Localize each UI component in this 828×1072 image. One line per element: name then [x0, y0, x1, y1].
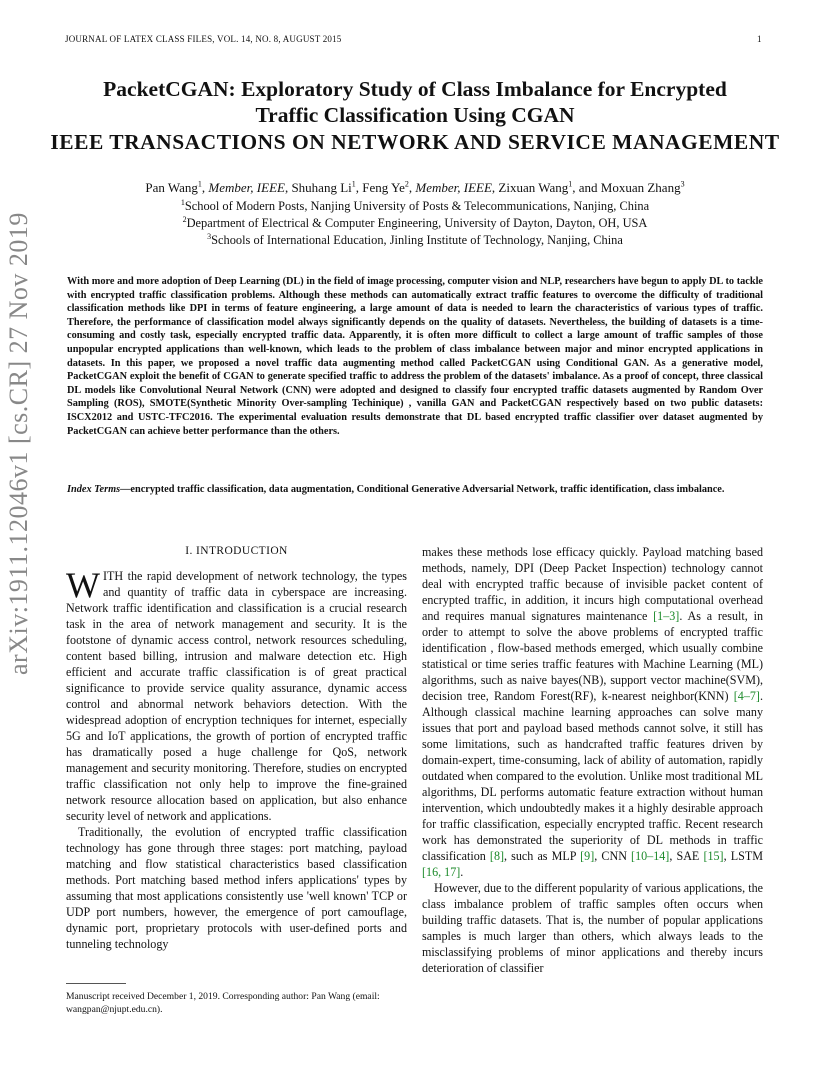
author-sup: 1 [197, 179, 202, 189]
footnote-rule [66, 983, 126, 984]
affiliation-2 [40, 216, 790, 231]
author-sup: 1 [568, 179, 573, 189]
running-head: JOURNAL OF LATEX CLASS FILES, VOL. 14, NO. 8, AUGUST 2015 [65, 34, 342, 44]
paragraph-text: , LSTM [723, 849, 763, 863]
intro-paragraph-1 [66, 565, 407, 824]
left-column [66, 565, 407, 952]
author-sup: 3 [680, 179, 685, 189]
author-list: Pan Wang$^1$, Member, IEEE, Shuhang Li$^1$, Feng Ye$^2$, Member, IEEE, Zixuan Wang$^1$, and Moxuan Zhang$^3$ [145, 179, 685, 195]
intro-paragraph-2: Traditionally, the evolution of encrypted traffic classification technology has gone through three stages: port matching, payload matching and flow statistical characteristics based classification methods. Port matching based method infers applications' types by assuming that most applications consistently use 'well known' TCP or UDP port numbers, however, the emergence of port camouflage, dynamic port, proprietary protocols with user-defined ports and tunneling technology [66, 825, 407, 951]
paragraph-text: ITH the rapid development of network technology, the types and quantity of traffic data in cyberspace are increasing. Network traffic identification and classification is a crucial research task in the area of network management and security. It is the footstone of dynamic access control, network resources scheduling, content based billing, intrusion and malware detection etc. High efficient and accurate traffic classification is of great practical significance to provide service quality assurance, dynamic access control and abnormal network behaviors detection. With the widespread adoption of encryption techniques for internet, especially 5G and IoT applications, the growth of portion of encrypted traffic has dramatically posed a huge challenge for QoS, network management and security monitoring. Therefore, studies on encrypted traffic classification not only help to improve the fine-grained network resource allocation based on application, but also enhance security level of network and applications. [66, 569, 407, 823]
author-name: Pan Wang [145, 180, 198, 195]
paper-title [40, 76, 790, 128]
paragraph-text: , such as MLP [504, 849, 581, 863]
arxiv-sidebar-stamp: arXiv:1911.12046v1 [cs.CR] 27 Nov 2019 [4, 212, 33, 675]
citation-link[interactable]: [9] [580, 849, 595, 863]
author-name: Shuhang Li [291, 180, 352, 195]
citation-link[interactable]: [4–7] [733, 689, 760, 703]
author-name: and Moxuan Zhang [578, 180, 681, 195]
citation-link[interactable]: [8] [489, 849, 505, 863]
paragraph-text: makes these methods lose efficacy quickly. Payload matching based methods, namely, DPI (Deep Packet Inspection) technology cannot deal with encrypted traffic because of invisible packet content of encrypted traffic, in addition, it incurs high computational overhead and requires manual signatures maintenance [422, 545, 763, 623]
footnote: Manuscript received December 1, 2019. Corresponding author: Pan Wang (email: wangpan@njupt.edu.cn). [66, 991, 380, 1015]
author-role: Member, IEEE [208, 180, 285, 195]
right-column [422, 544, 763, 976]
author-sup: 1 [351, 179, 356, 189]
title-line-2: Traffic Classification Using CGAN [255, 103, 575, 127]
index-terms-label: Index Terms [67, 484, 121, 495]
intro-paragraph-4: However, due to the different popularity of various applications, the class imbalance problem of traffic samples often occurs when building traffic datasets. That is, the number of popular applications samples is much larger than others, which always leads to the misclassifying problems of minor applications and thereby incurs deterioration of classifier [422, 881, 763, 975]
affiliation-sup: 1 [180, 197, 185, 207]
citation-link[interactable]: [16, 17] [422, 865, 461, 879]
author-role: Member, IEEE [415, 180, 492, 195]
author-name: Zixuan Wang [498, 180, 569, 195]
paragraph-text: , CNN [594, 849, 632, 863]
paragraph-text: . Although classical machine learning approaches can solve many issues that port and payload based methods cannot solve, it still has some limitations, such as handcrafted traffic features driven by domain-expert, time-consuming, lack of ability of automation, rapidly outdated when compared to the evolution. Unlike most traditional ML algorithms, DL performs automatic feature extraction without human intervention, which undoubtedly makes it a highly desirable approach for traffic classification, especially encrypted traffic. Recent research work has demonstrated the superiority of DL methods in traffic classification [422, 689, 763, 863]
affiliation-text: Schools of International Education, Jinling Institute of Technology, Nanjing, China [211, 233, 623, 247]
affiliation-text: School of Modern Posts, Nanjing University of Posts & Telecommunications, Nanjing, China [184, 199, 650, 213]
author-sup: 2 [404, 179, 409, 189]
author-name: Feng Ye [362, 180, 405, 195]
citation-link[interactable]: [15] [703, 849, 724, 863]
page-number: 1 [757, 34, 762, 44]
journal-name: IEEE TRANSACTIONS ON NETWORK AND SERVICE MANAGEMENT [50, 130, 780, 154]
abstract: With more and more adoption of Deep Learning (DL) in the field of image processing, computer vision and NLP, researchers have begun to apply DL to tackle with encrypted traffic classification problems. Although these methods can automatically extract traffic features to overcome the difficulty of traditional classification methods like DPI in terms of feature engineering, a large amount of data is needed to learn the characteristics of various types of traffic. Therefore, the performance of classification model always significantly depends on the quality of datasets. Nevertheless, the building of datasets is a time-consuming and costly task, especially encrypted traffic data. Apparently, it is often more difficult to collect a large amount of traffic samples of those unpopular encrypted applications than well-known, which leads to the problem of class imbalance between major and minor encrypted applications in datasets. In this paper, we proposed a novel traffic data augmenting method called PacketCGAN using Conditional GAN. As a generative model, PacketCGAN exploit the benefit of CGAN to generate specified traffic to address the problem of the datasets' imbalance. As a proof of concept, three classical DL models like Convolutional Neural Network (CNN) were adopted and designed to classify four encrypted traffic datasets augmented by Random Over Sampling (ROS), SMOTE(Synthetic Minority Over-sampling Techinique) , vanilla GAN and PacketCGAN respectively based on two public datasets: ISCX2012 and USTC-TFC2016. The experimental evaluation results demonstrate that DL based encrypted traffic classifier over dataset augmented by PacketCGAN can achieve better performance than the others. [67, 276, 763, 437]
affiliation-sup: 2 [182, 214, 187, 224]
index-terms-text: —encrypted traffic classification, data augmentation, Conditional Generative Adversarial Network, traffic identification, class imbalance. [120, 484, 725, 495]
affiliation-1 [40, 199, 790, 214]
citation-link[interactable]: [1–3] [653, 609, 680, 623]
drop-cap: W [66, 565, 100, 605]
affiliation-sup: 3 [207, 231, 212, 241]
intro-paragraph-3 [422, 544, 763, 880]
paragraph-text: , SAE [669, 849, 704, 863]
affiliation-3 [40, 233, 790, 248]
index-terms [67, 483, 763, 497]
paragraph-text: . [460, 865, 464, 879]
citation-link[interactable]: [10–14] [631, 849, 670, 863]
section-heading: I. INTRODUCTION [185, 545, 288, 557]
affiliation-text: Department of Electrical & Computer Engineering, University of Dayton, Dayton, OH, USA [186, 216, 648, 230]
paragraph-text: . As a result, in order to attempt to solve the above problems of encrypted traffic identification , flow-based methods emerged, which usually combine statistical or time series traffic features with Machine Learning (ML) algorithms, such as naive bayes(NB), support vector machine(SVM), decision tree, Random Forest(RF), k-nearest neighbor(KNN) [422, 609, 763, 703]
title-line-1: PacketCGAN: Exploratory Study of Class Imbalance for Encrypted [103, 77, 727, 101]
